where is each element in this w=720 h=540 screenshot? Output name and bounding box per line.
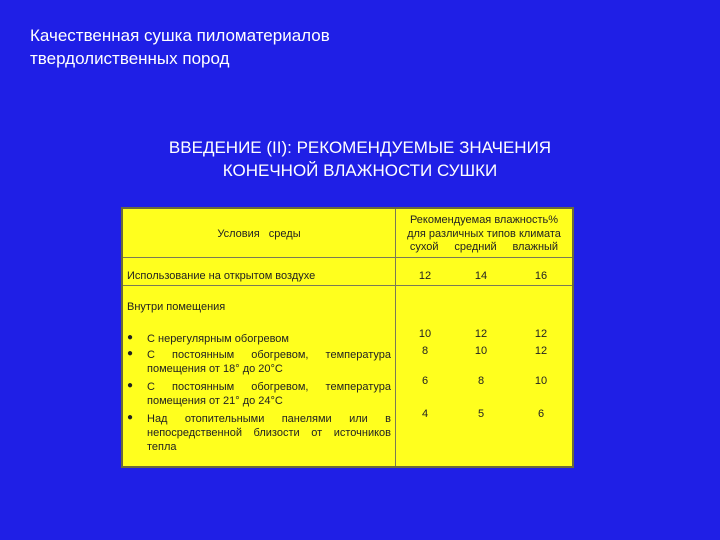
indoor-row-text: С постоянным обогревом, температура помещения от 18° до 20°С bbox=[147, 349, 391, 375]
bullet-icon: ● bbox=[127, 380, 134, 391]
indoor-value-humid: 6 bbox=[537, 408, 545, 420]
climate-humid: влажный bbox=[512, 241, 559, 253]
outdoor-value-humid: 16 bbox=[534, 270, 548, 282]
row-divider bbox=[123, 257, 572, 258]
climate-medium: средний bbox=[454, 241, 497, 253]
climate-dry: сухой bbox=[409, 241, 439, 253]
climate-types bbox=[396, 241, 572, 253]
bullet-icon: ● bbox=[127, 348, 134, 359]
title-line-2: КОНЕЧНОЙ ВЛАЖНОСТИ СУШКИ bbox=[222, 161, 498, 180]
indoor-row bbox=[123, 348, 395, 376]
header-line-2: твердолиственных пород bbox=[30, 49, 230, 68]
indoor-value-medium: 10 bbox=[474, 345, 488, 357]
slide-title bbox=[100, 136, 620, 182]
outdoor-value-medium: 14 bbox=[474, 270, 488, 282]
indoor-label: Внутри помещения bbox=[127, 301, 226, 313]
indoor-value-humid: 10 bbox=[534, 375, 548, 387]
header-line-1: Качественная сушка пиломатериалов bbox=[30, 26, 330, 45]
recommended-header bbox=[396, 213, 572, 241]
outdoor-value-dry: 12 bbox=[418, 270, 432, 282]
indoor-value-medium: 5 bbox=[477, 408, 485, 420]
indoor-value-humid: 12 bbox=[534, 328, 548, 340]
row-divider bbox=[123, 285, 572, 286]
indoor-value-medium: 12 bbox=[474, 328, 488, 340]
bullet-icon: ● bbox=[127, 412, 134, 423]
title-line-1: ВВЕДЕНИЕ (II): РЕКОМЕНДУЕМЫЕ ЗНАЧЕНИЯ bbox=[168, 138, 552, 157]
indoor-value-dry: 6 bbox=[421, 375, 429, 387]
indoor-row-text: С постоянным обогревом, температура помещения от 21° до 24°С bbox=[147, 381, 391, 407]
indoor-value-dry: 4 bbox=[421, 408, 429, 420]
condition-header: Условия среды bbox=[217, 228, 301, 240]
slide-header bbox=[30, 24, 330, 70]
indoor-row bbox=[123, 332, 395, 346]
outdoor-label: Использование на открытом воздухе bbox=[127, 270, 316, 282]
indoor-value-humid: 12 bbox=[534, 345, 548, 357]
moisture-table bbox=[121, 207, 574, 468]
recommended-header-line-2: для различных типов климата bbox=[407, 228, 561, 240]
indoor-value-dry: 10 bbox=[418, 328, 432, 340]
recommended-header-line-1: Рекомендуемая влажность% bbox=[409, 214, 559, 226]
indoor-row bbox=[123, 412, 395, 454]
indoor-value-medium: 8 bbox=[477, 375, 485, 387]
indoor-row bbox=[123, 380, 395, 408]
indoor-row-text: С нерегулярным обогревом bbox=[147, 333, 289, 345]
indoor-value-dry: 8 bbox=[421, 345, 429, 357]
bullet-icon: ● bbox=[127, 332, 134, 343]
indoor-row-text: Над отопительными панелями или в непосредственной близости от источников тепла bbox=[147, 413, 391, 453]
